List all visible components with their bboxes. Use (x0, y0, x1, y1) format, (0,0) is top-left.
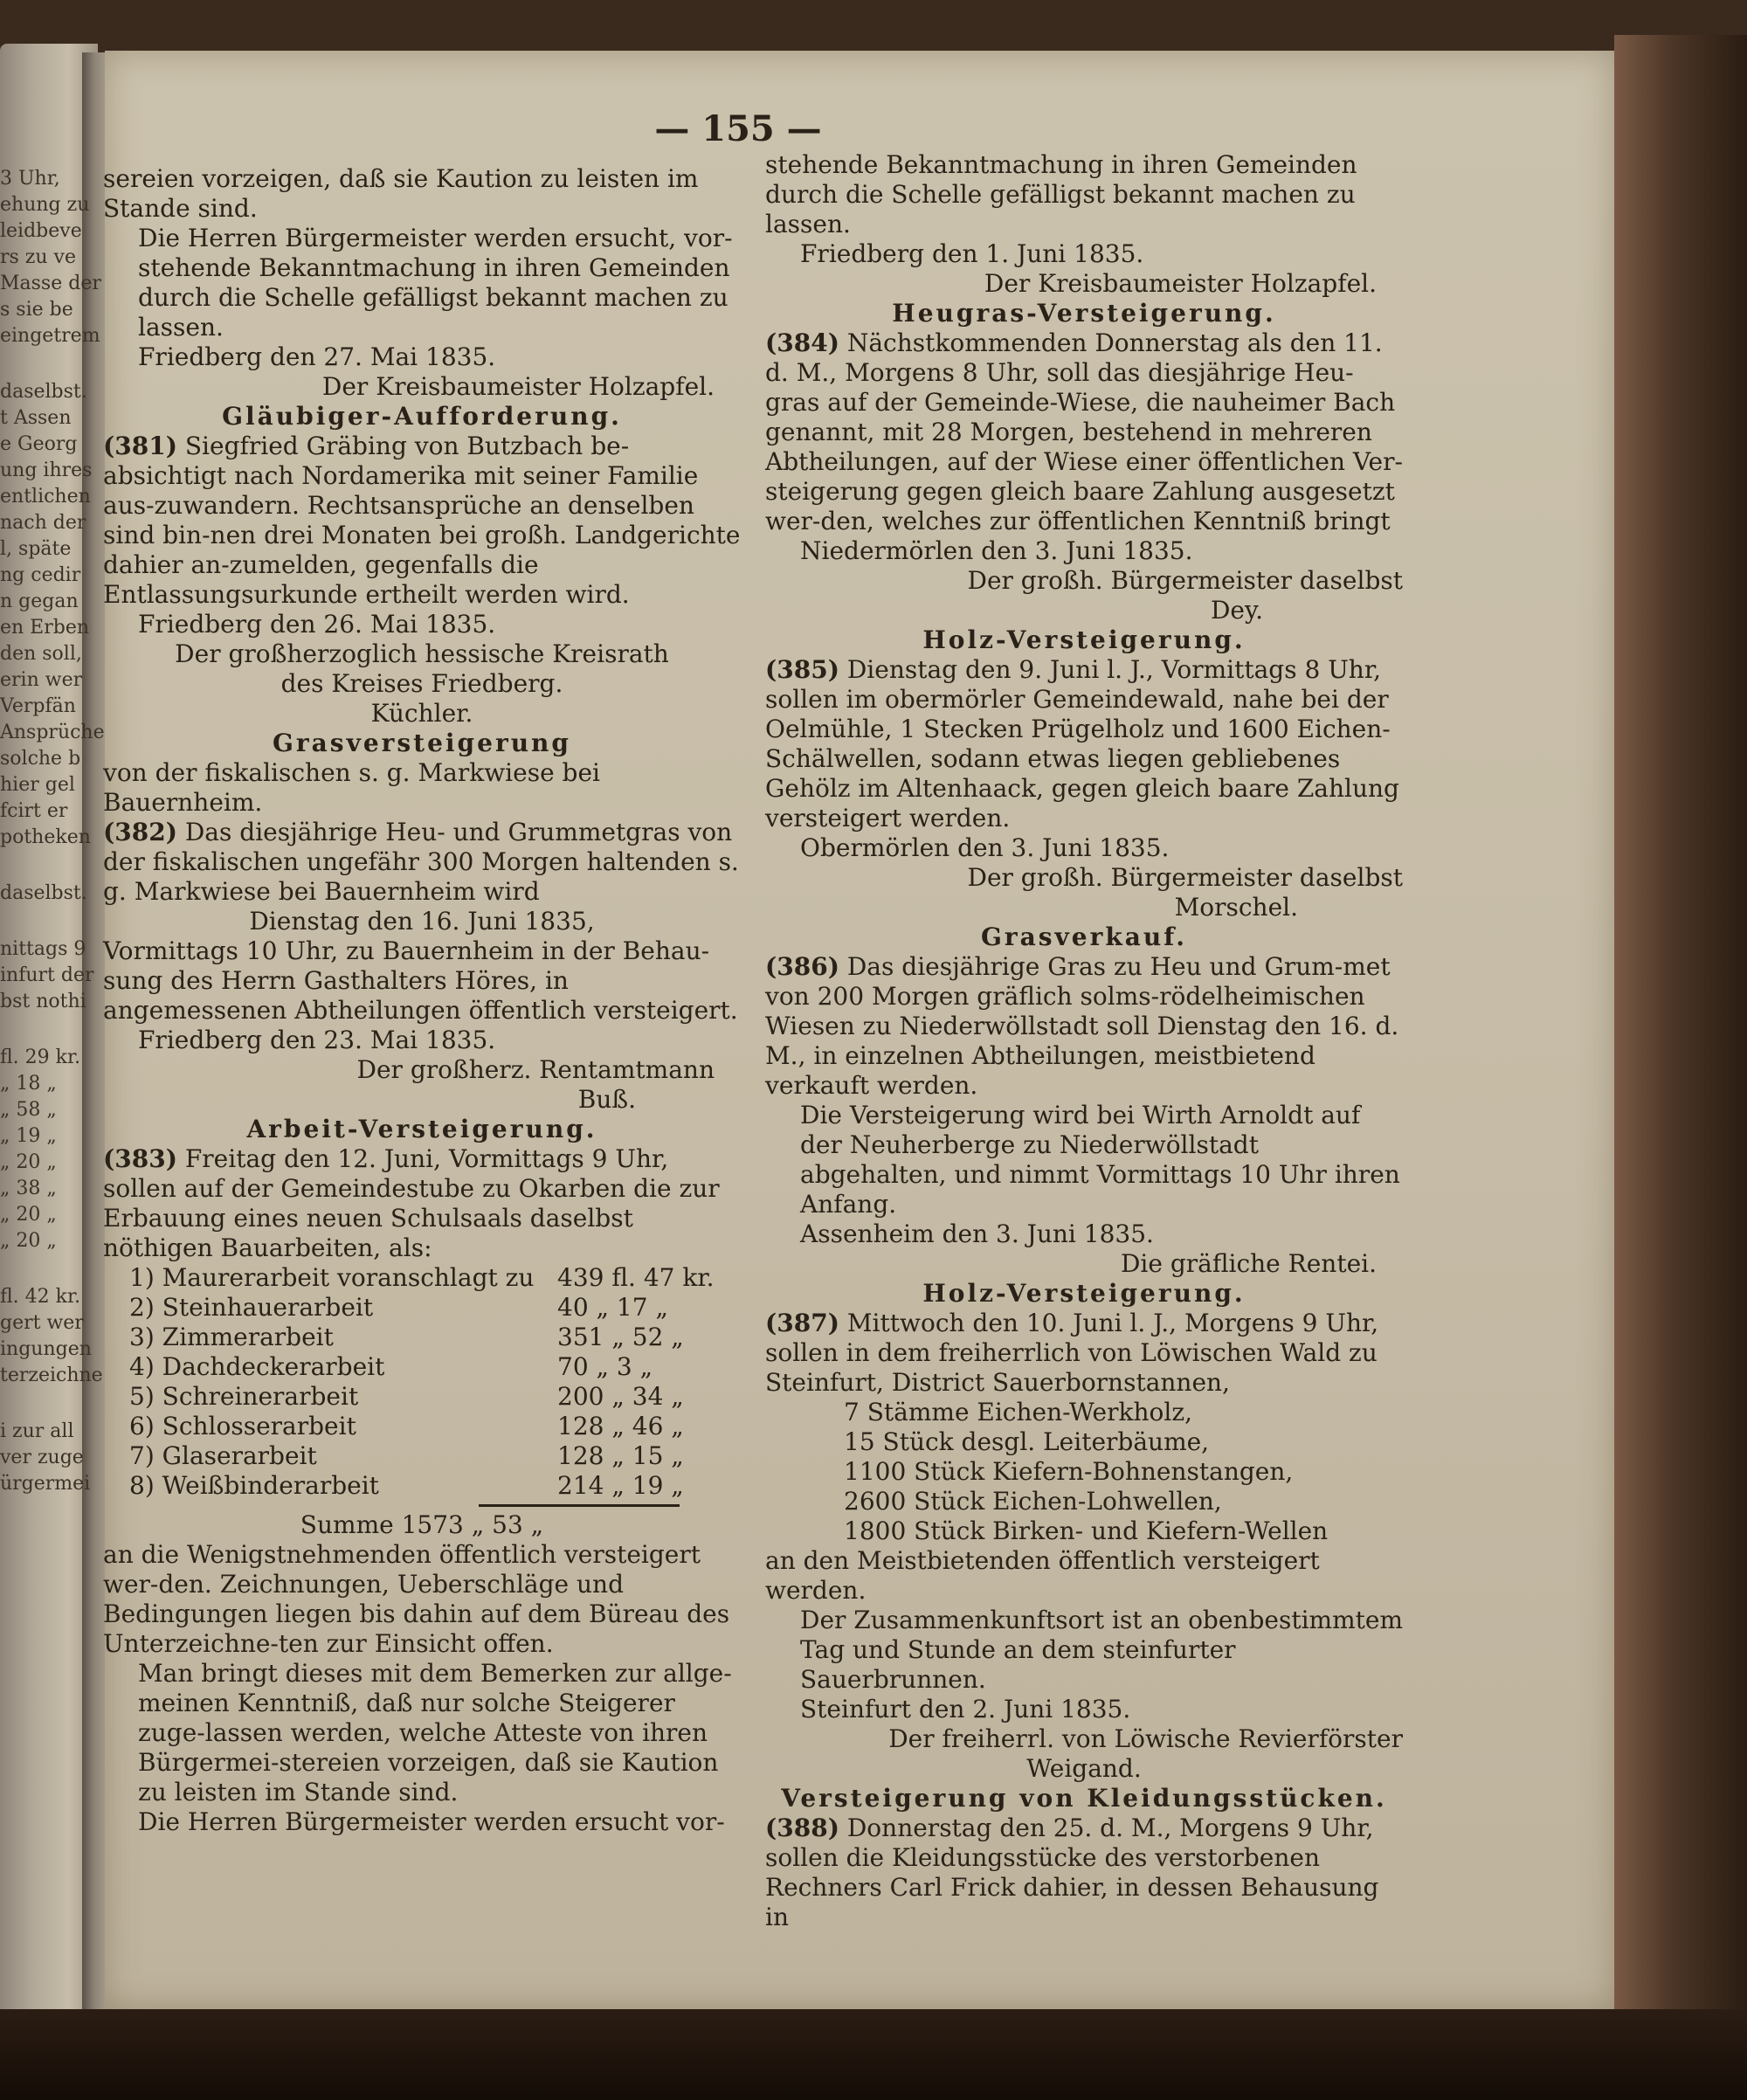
facing-page-fragment: „ 58 „ (0, 1099, 57, 1121)
facing-page-fragment: Verpfän (0, 695, 76, 717)
facing-page-fragment: gert wer (0, 1312, 84, 1334)
table-row: 2) Steinhauerarbeit 40 „ 17 „ (129, 1293, 668, 1322)
facing-page-fragment: ver zuge (0, 1447, 84, 1468)
notice-number: (385) (765, 655, 839, 684)
facing-page-fragment: ung ihres (0, 459, 93, 481)
facing-page-fragment: ingungen (0, 1338, 92, 1360)
facing-page-fragment: ehung zu (0, 194, 90, 216)
facing-page-fragment: ng cedir (0, 564, 81, 586)
notice-heading-384: Heugras-Versteigerung. (892, 299, 1276, 328)
table-sum: Summe 1573 „ 53 „ (300, 1510, 544, 1539)
facing-page-fragment: fcirt er (0, 800, 68, 822)
notice-signature: Der Kreisbaumeister Holzapfel. (984, 269, 1377, 298)
notice-heading-388: Versteigerung von Kleidungsstücken. (781, 1784, 1387, 1813)
list-item: 1800 Stück Birken- und Kiefern-Wellen (844, 1516, 1329, 1545)
facing-page-fragment: infurt der (0, 964, 94, 986)
notice-number: (383) (103, 1144, 177, 1173)
notice-paragraph: Vormittags 10 Uhr, zu Bauernheim in der Behau-sung des Herrn Gasthalters Höres, in angemessenen Abtheilungen öffentlich versteigert. (103, 936, 738, 1025)
table-row: 5) Schreinerarbeit 200 „ 34 „ (129, 1382, 684, 1411)
notice-number: (382) (103, 818, 177, 846)
notice-number: (384) (765, 328, 839, 357)
facing-page-fragment: solche b (0, 748, 81, 770)
notice-paragraph: Die Herren Bürgermeister werden ersucht vor- (138, 1807, 725, 1836)
facing-page-fragment: t Assen (0, 407, 72, 429)
notice-date: Friedberg den 27. Mai 1835. (138, 342, 496, 371)
facing-page-fragment: en Erben (0, 617, 90, 639)
notice-heading-383: Arbeit-Versteigerung. (246, 1115, 597, 1143)
facing-page-fragment: i zur all (0, 1420, 74, 1442)
table-row: 6) Schlosserarbeit 128 „ 46 „ (129, 1412, 684, 1440)
facing-page-fragment: leidbeve (0, 220, 82, 242)
notice-384-body: (384) Nächstkommenden Donnerstag als den 11. d. M., Morgens 8 Uhr, soll das diesjährige Heu-gras auf der Gemeinde-Wiese, die nauheimer Bach genannt, mit 28 Morgen, bestehend in mehreren Abtheilungen, auf der Wiese einer öffentlichen Ver-steigerung gegen gleich baare Zahlung ausgesetzt wer-den, welches zur öffentlichen Kenntniß bringt (765, 328, 1403, 535)
facing-page-fragment: „ 20 „ (0, 1151, 57, 1173)
list-item: 7 Stämme Eichen-Werkholz, (844, 1398, 1192, 1426)
list-item: 1100 Stück Kiefern-Bohnenstangen, (844, 1457, 1294, 1486)
facing-page-fragment: Masse der (0, 273, 101, 294)
notice-heading-381: Gläubiger-Aufforderung. (222, 402, 622, 431)
notice-386-body: (386) Das diesjährige Gras zu Heu und Grum-met von 200 Morgen gräflich solms-rödelheimischen Wiesen zu Niederwöllstadt soll Dienstag den 16. d. M., in einzelnen Abtheilungen, meistbietend verkauft werden. (765, 952, 1399, 1100)
facing-page-fragment: hier gel (0, 774, 75, 796)
notice-signature: Der freiherrl. von Löwische Revierförster (888, 1724, 1403, 1753)
table-row: 4) Dachdeckerarbeit 70 „ 3 „ (129, 1352, 653, 1381)
facing-page-fragment: „ 18 „ (0, 1073, 57, 1095)
facing-page-fragment: den soll, (0, 643, 82, 665)
facing-page-fragment: n gegan (0, 591, 79, 612)
notice-heading-386: Grasverkauf. (980, 922, 1188, 951)
carryover-line: sereien vorzeigen, daß sie Kaution zu leisten im (103, 164, 699, 193)
notice-signature: Der großh. Bürgermeister daselbst (967, 566, 1403, 595)
table-row: 7) Glaserarbeit 128 „ 15 „ (129, 1441, 684, 1470)
list-item: 2600 Stück Eichen-Lohwellen, (844, 1487, 1222, 1516)
facing-page-text-fragments (0, 166, 105, 1497)
notice-paragraph: Die Versteigerung wird bei Wirth Arnoldt auf der Neuherberge zu Niederwöllstadt abgehalten, und nimmt Vormittags 10 Uhr ihren Anfang. (800, 1101, 1400, 1219)
notice-signature-name: Küchler. (370, 699, 473, 728)
notice-number: (381) (103, 432, 177, 460)
sum-rule (479, 1504, 680, 1507)
notice-paragraph: Die Herren Bürgermeister werden ersucht, vor-stehende Bekanntmachung in ihren Gemeinden durch die Schelle gefälligst bekannt machen zu lassen. (138, 224, 733, 342)
facing-page-fragment: fl. 42 kr. (0, 1286, 81, 1308)
notice-heading-387: Holz-Versteigerung. (922, 1279, 1246, 1308)
notice-signature: Der großh. Bürgermeister daselbst (967, 863, 1403, 892)
facing-page-fragment: daselbst. (0, 381, 87, 403)
notice-signature-name: Morschel. (1174, 893, 1298, 922)
facing-page-fragment: bst nothi (0, 991, 86, 1012)
notice-paragraph: an den Meistbietenden öffentlich versteigert werden. (765, 1546, 1320, 1605)
notice-385-body: (385) Dienstag den 9. Juni l. J., Vormittags 8 Uhr, sollen im obermörler Gemeindewald, nahe bei der Oelmühle, 1 Stecken Prügelholz und 1600 Eichen-Schälwellen, sodann etwas liegen gebliebenes Gehölz im Altenhaack, gegen gleich baare Zahlung versteigert werden. (765, 655, 1399, 832)
notice-paragraph: Der Zusammenkunftsort ist an obenbestimmtem Tag und Stunde an dem steinfurter Sauerbrunnen. (800, 1606, 1404, 1694)
notice-signature: Der Kreisbaumeister Holzapfel. (321, 372, 715, 401)
page-number: — 155 — (654, 108, 822, 149)
facing-page-fragment: potheken (0, 826, 91, 848)
table-row: 1) Maurerarbeit voranschlagt zu 439 fl. 47 kr. (129, 1263, 715, 1292)
notice-signature: des Kreises Friedberg. (280, 669, 563, 698)
book-bottom-edge (0, 2009, 1747, 2100)
cost-table (103, 1263, 741, 1540)
notice-paragraph: Man bringt dieses mit dem Bemerken zur allge-meinen Kenntniß, daß nur solche Steigerer zuge-lassen werden, welche Atteste von ihren Bürgermei-stereien vorzeigen, daß sie Kaution zu leisten im Stande sind. (138, 1659, 732, 1806)
notice-date: Niedermörlen den 3. Juni 1835. (800, 536, 1193, 565)
book-cover-edge (1614, 35, 1747, 2044)
notice-date: Friedberg den 1. Juni 1835. (800, 239, 1144, 268)
facing-page-fragment: „ 20 „ (0, 1204, 57, 1226)
notice-date-line: Dienstag den 16. Juni 1835, (249, 907, 595, 936)
facing-page-fragment: s sie be (0, 299, 73, 321)
facing-page-fragment: rs zu ve (0, 246, 77, 268)
notice-date: Steinfurt den 2. Juni 1835. (800, 1695, 1131, 1724)
facing-page-fragment: fl. 29 kr. (0, 1047, 81, 1068)
facing-page-fragment: l, späte (0, 538, 72, 560)
notice-signature: Die gräfliche Rentei. (1120, 1249, 1377, 1278)
notice-date: Obermörlen den 3. Juni 1835. (800, 833, 1170, 862)
facing-page-fragment: e Georg (0, 433, 78, 455)
notice-383-body: (383) Freitag den 12. Juni, Vormittags 9 Uhr, sollen auf der Gemeindestube zu Okarben die zur Erbauung eines neuen Schulsaals daselbst nöthigen Bauarbeiten, als: (103, 1144, 720, 1262)
facing-page-fragment: nach der (0, 512, 86, 534)
notice-number: (387) (765, 1309, 839, 1337)
list-item: 15 Stück desgl. Leiterbäume, (844, 1427, 1210, 1456)
notice-number: (386) (765, 952, 839, 981)
notice-382-body: (382) Das diesjährige Heu- und Grummetgras von der fiskalischen ungefähr 300 Morgen haltenden s. g. Markwiese bei Bauernheim wird (103, 818, 739, 906)
notice-signature-name: Dey. (1210, 596, 1263, 625)
facing-page-fragment: ürgermei (0, 1473, 91, 1495)
facing-page-fragment: 3 Uhr, (0, 168, 60, 190)
facing-page-fragment: daselbst. (0, 882, 87, 904)
right-column (765, 150, 1403, 1932)
facing-page-fragment: nittags 9 (0, 938, 86, 960)
left-column (103, 164, 741, 1837)
facing-page-fragment: terzeichne (0, 1364, 103, 1386)
notice-signature: Der großherzoglich hessische Kreisrath (175, 639, 669, 668)
facing-page-fragment: „ 38 „ (0, 1178, 57, 1199)
notice-subheading: von der fiskalischen s. g. Markwiese bei Bauernheim. (103, 758, 600, 817)
facing-page-fragment: Ansprüche (0, 722, 105, 743)
facing-page-fragment: entlichen (0, 486, 91, 508)
notice-381-body: (381) Siegfried Gräbing von Butzbach be-absichtigt nach Nordamerika mit seiner Familie aus-zuwandern. Rechtsansprüche an denselben sind bin-nen drei Monaten bei großh. Landgerichte dahier an-zumelden, gegenfalls die Entlassungsurkunde ertheilt werden wird. (103, 432, 741, 609)
table-row: 3) Zimmerarbeit 351 „ 52 „ (129, 1323, 684, 1351)
notice-heading-382: Grasversteigerung (273, 729, 571, 757)
notice-number: (388) (765, 1813, 839, 1842)
facing-page-fragment: erin wer (0, 669, 83, 691)
facing-page-fragment: „ 20 „ (0, 1230, 57, 1252)
notice-paragraph: an die Wenigstnehmenden öffentlich versteigert wer-den. Zeichnungen, Ueberschläge und Bedingungen liegen bis dahin auf dem Büreau des Unterzeichne-ten zur Einsicht offen. (103, 1540, 730, 1658)
table-row: 8) Weißbinderarbeit 214 „ 19 „ (129, 1471, 684, 1500)
notice-signature: Der großherz. Rentamtmann (356, 1055, 715, 1084)
notice-signature-name: Buß. (577, 1085, 636, 1114)
notice-signature-name: Weigand. (1026, 1754, 1142, 1783)
notice-date: Assenheim den 3. Juni 1835. (800, 1219, 1154, 1248)
facing-page-fragment: „ 19 „ (0, 1125, 57, 1147)
notice-date: Friedberg den 26. Mai 1835. (138, 610, 496, 639)
carryover-line: Stande sind. (103, 194, 258, 223)
notice-paragraph: stehende Bekanntmachung in ihren Gemeinden durch die Schelle gefälligst bekannt machen zu lassen. (765, 150, 1357, 238)
facing-page-fragment: eingetrem (0, 325, 100, 347)
notice-387-body: (387) Mittwoch den 10. Juni l. J., Morgens 9 Uhr, sollen in dem freiherrlich von Löwischen Wald zu Steinfurt, District Sauerbornstannen, (765, 1309, 1379, 1397)
notice-date: Friedberg den 23. Mai 1835. (138, 1026, 496, 1054)
notice-heading-385: Holz-Versteigerung. (922, 625, 1246, 654)
notice-388-body: (388) Donnerstag den 25. d. M., Morgens 9 Uhr, sollen die Kleidungsstücke des verstorbenen Rechners Carl Frick dahier, in dessen Behausung in (765, 1813, 1379, 1931)
